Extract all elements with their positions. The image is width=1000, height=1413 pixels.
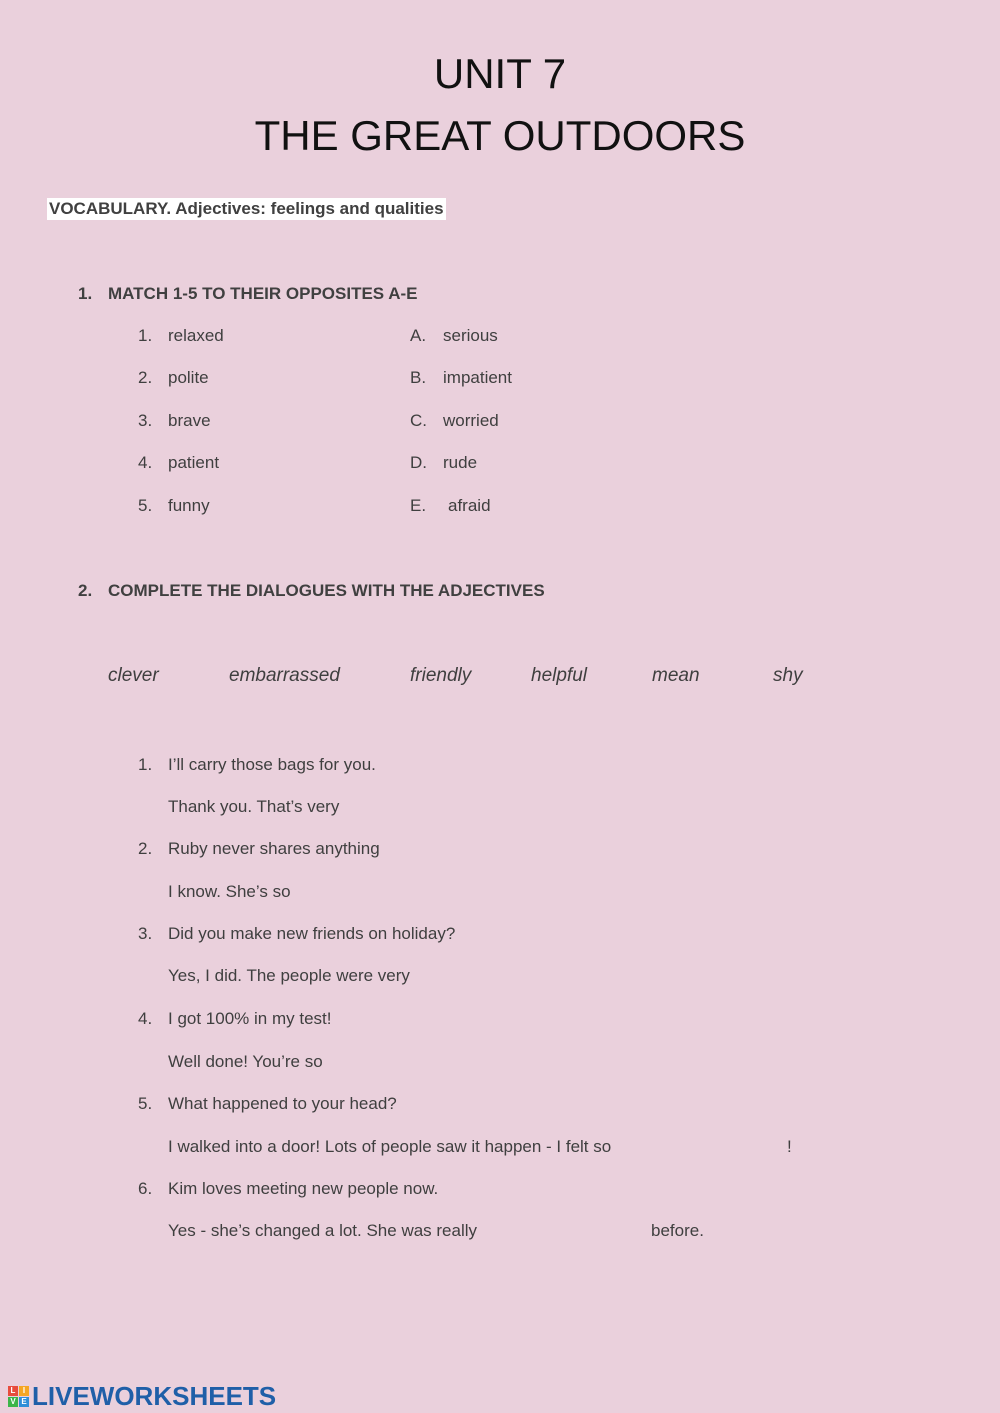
word-bank-item: shy xyxy=(773,665,803,686)
match-right-item: A. serious xyxy=(410,326,498,345)
exercise-1-heading xyxy=(78,284,418,304)
word-bank-item: clever xyxy=(108,665,159,686)
exercise-1-number: 1. xyxy=(78,284,93,303)
dialogue-reply: Yes, I did. The people were very xyxy=(168,966,410,985)
match-right-item: E. afraid xyxy=(410,496,491,515)
match-right-item: B. impatient xyxy=(410,368,512,387)
dialogue-reply: Well done! You’re so xyxy=(168,1052,323,1071)
dialogue-prompt: 2. Ruby never shares anything xyxy=(138,839,380,858)
match-word: brave xyxy=(168,411,211,430)
match-word: funny xyxy=(168,496,210,515)
exercise-2-number: 2. xyxy=(78,581,93,600)
match-word: afraid xyxy=(448,496,491,515)
dialogue-reply: Yes - she’s changed a lot. She was really xyxy=(168,1221,478,1240)
match-word: patient xyxy=(168,453,220,472)
dialogue-reply-end: ! xyxy=(787,1137,792,1156)
match-word: relaxed xyxy=(168,326,224,345)
match-word: serious xyxy=(443,326,498,345)
match-word: rude xyxy=(443,453,478,472)
page-title: THE GREAT OUTDOORS xyxy=(254,112,746,159)
word-bank-item: friendly xyxy=(410,665,472,686)
match-word: polite xyxy=(168,368,209,387)
match-left-item: 3. brave xyxy=(138,411,211,430)
exercise-2-instruction: COMPLETE THE DIALOGUES WITH THE ADJECTIVES xyxy=(108,581,545,600)
word-bank-item: mean xyxy=(652,665,700,686)
dialogue-reply-end: before. xyxy=(651,1221,704,1240)
logo-text: LIVEWORKSHEETS xyxy=(32,1380,277,1411)
match-left-item: 1. relaxed xyxy=(138,326,224,345)
match-left-item: 5. funny xyxy=(138,496,210,515)
word-bank-item: helpful xyxy=(531,665,587,686)
match-left-item: 2. polite xyxy=(138,368,209,387)
liveworksheets-logo xyxy=(8,1382,276,1410)
match-right-item: C. worried xyxy=(410,411,499,430)
word-bank-item: embarrassed xyxy=(229,665,340,686)
vocabulary-heading: VOCABULARY. Adjectives: feelings and qualities xyxy=(49,199,444,218)
dialogue-prompt: 5. What happened to your head? xyxy=(138,1094,397,1113)
dialogue-reply: I know. She’s so xyxy=(168,882,291,901)
logo-blocks-icon: L I V E xyxy=(8,1386,29,1407)
exercise-1-instruction: MATCH 1-5 TO THEIR OPPOSITES A-E xyxy=(108,284,418,303)
dialogue-reply: Thank you. That’s very xyxy=(168,797,340,816)
match-word: worried xyxy=(443,411,499,430)
dialogue-prompt: 1. I’ll carry those bags for you. xyxy=(138,755,376,774)
dialogue-reply: I walked into a door! Lots of people saw it happen - I felt so xyxy=(168,1137,612,1156)
match-left-item: 4. patient xyxy=(138,453,220,472)
match-word: impatient xyxy=(443,368,512,387)
dialogue-prompt: 3. Did you make new friends on holiday? xyxy=(138,924,456,943)
match-right-item: D. rude xyxy=(410,453,478,472)
exercise-2-heading xyxy=(78,581,545,601)
unit-number: UNIT 7 xyxy=(433,50,567,97)
dialogue-prompt: 6. Kim loves meeting new people now. xyxy=(138,1179,439,1198)
dialogue-prompt: 4. I got 100% in my test! xyxy=(138,1009,332,1028)
